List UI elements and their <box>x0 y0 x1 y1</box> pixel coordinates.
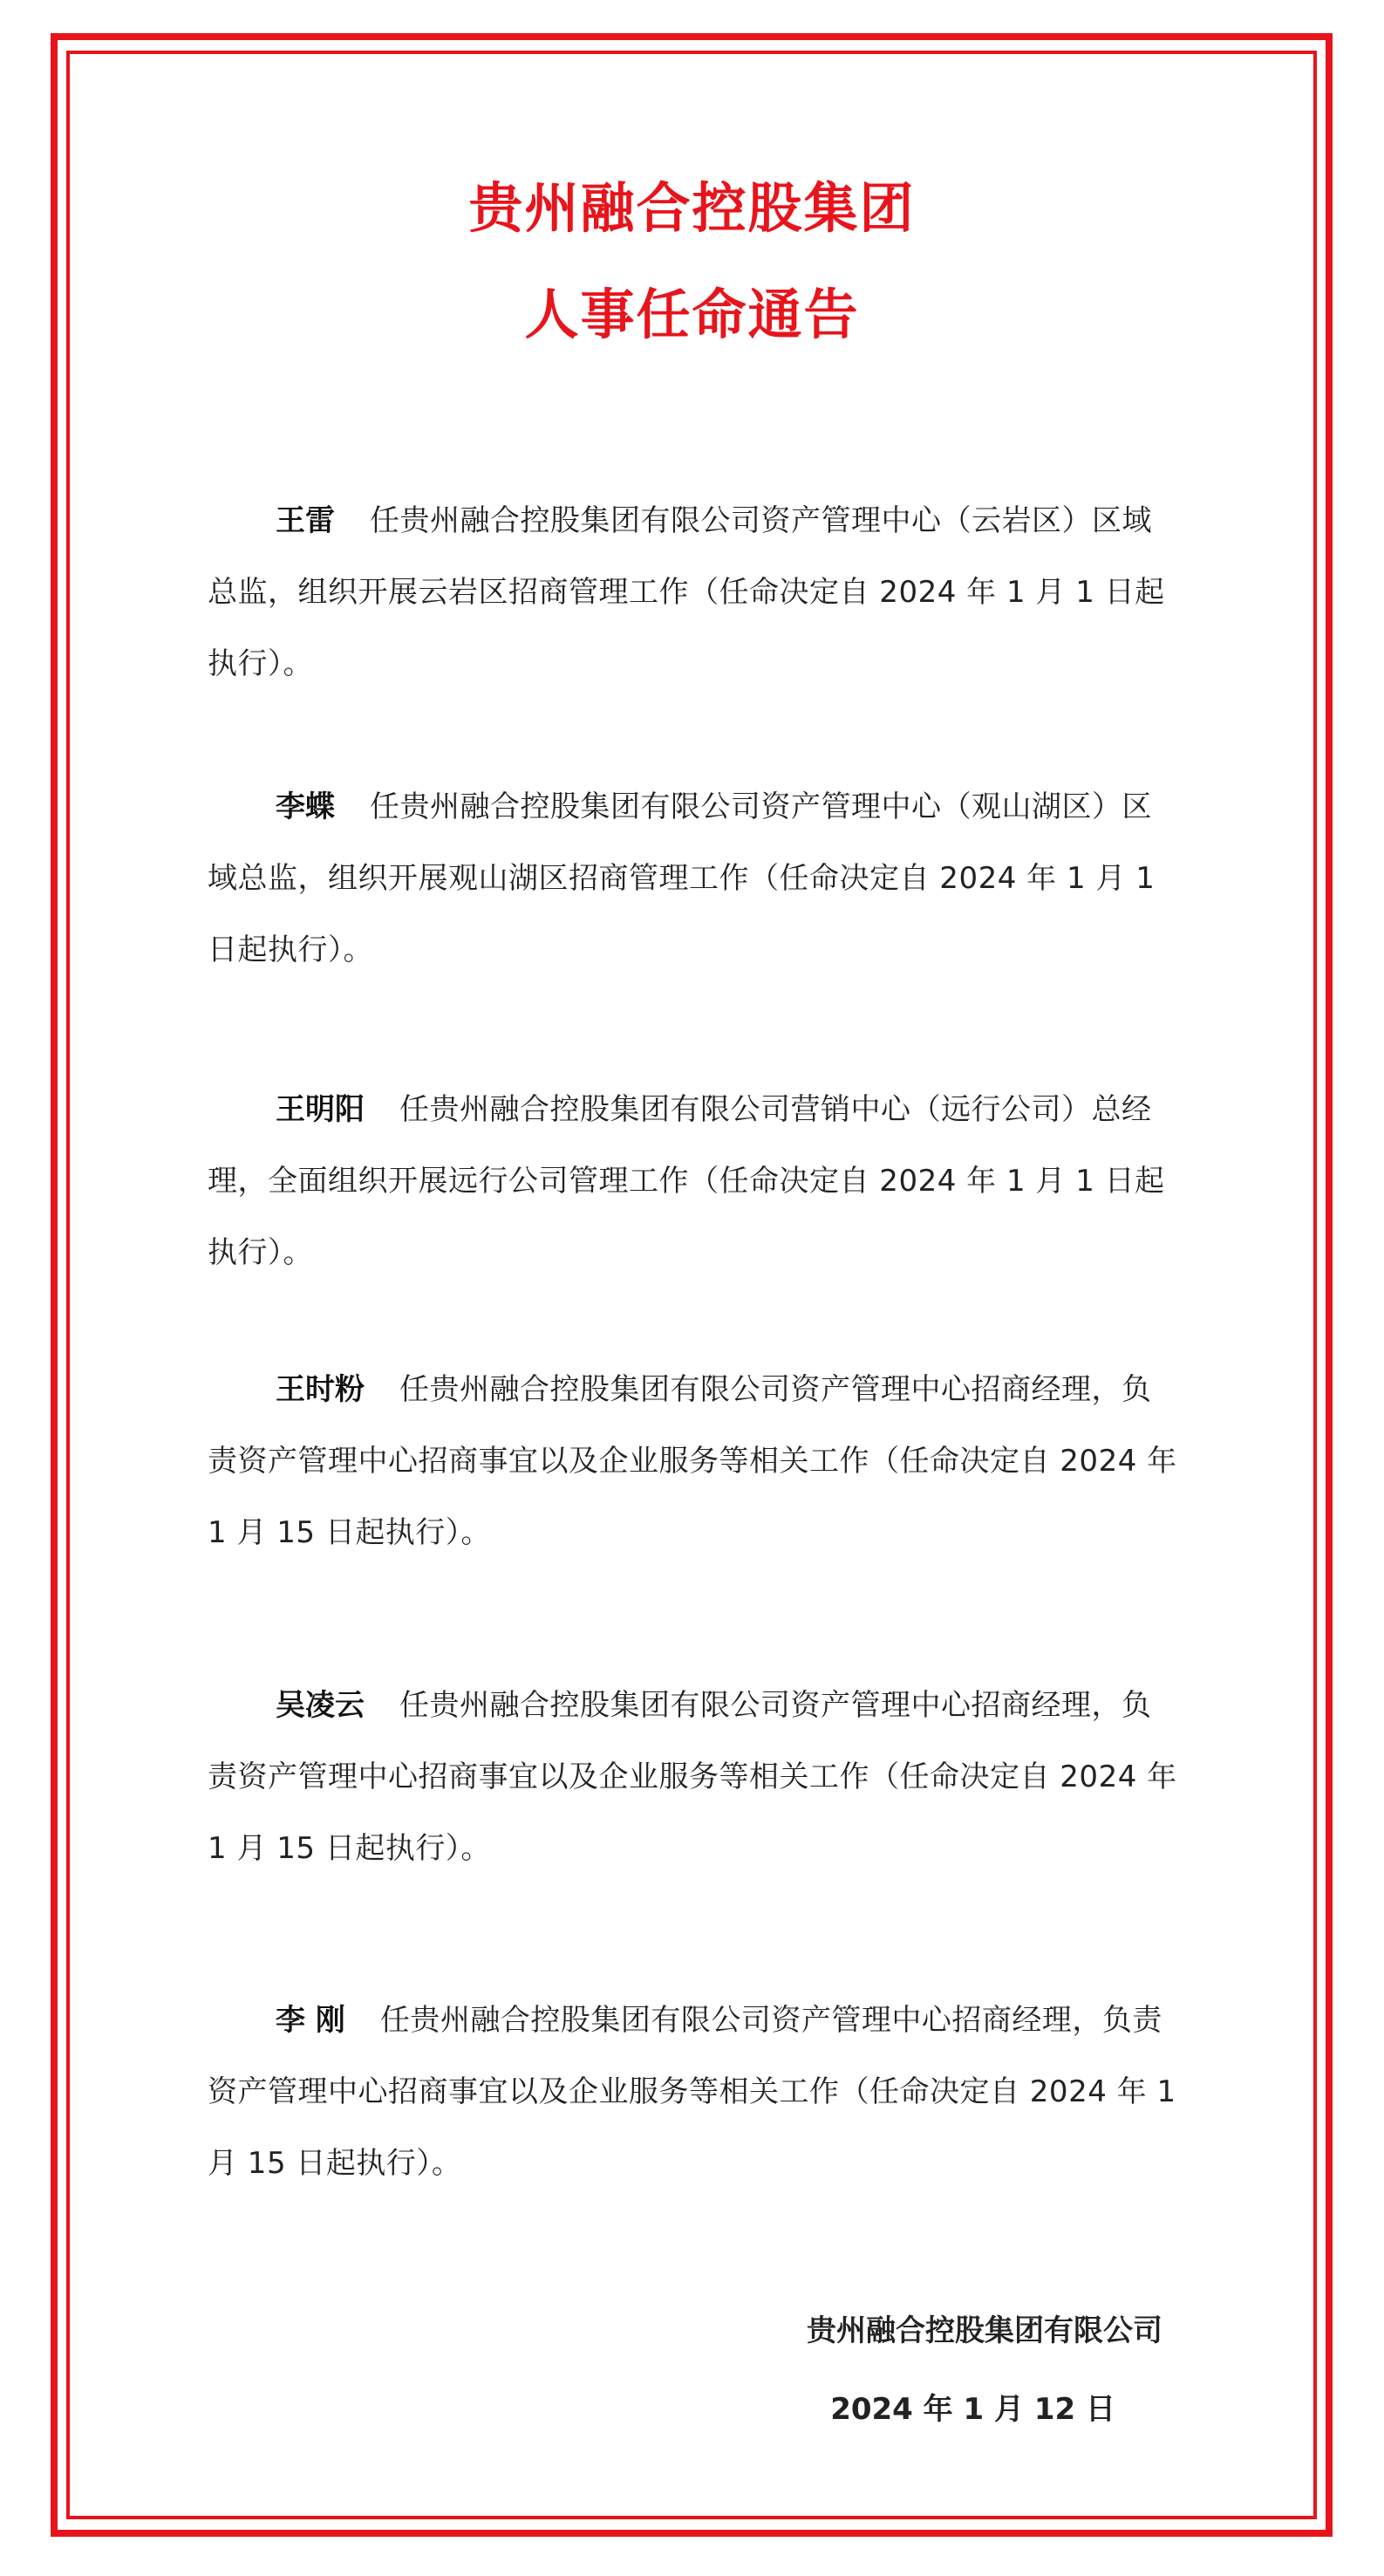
appointment-text: 任贵州融合控股集团有限公司资产管理中心招商经理，负责资产管理中心招商事宜以及企业服务等相关工作（任命决定自 2024 年 1 月 15 日起执行）。 <box>208 2003 1176 2181</box>
notice-title-company: 贵州融合控股集团 <box>468 176 916 240</box>
appointment-text: 任贵州融合控股集团有限公司资产管理中心（云岩区）区域总监，组织开展云岩区招商管理工作（任命决定自 2024 年 1 月 1 日起执行）。 <box>208 503 1165 681</box>
appointee-name: 吴凌云 <box>276 1688 365 1723</box>
appointee-name: 王时粉 <box>276 1372 365 1407</box>
signature-date: 2024 年 1 月 12 日 <box>830 2392 1115 2427</box>
appointment-entry <box>208 1985 1179 2199</box>
appointment-text: 任贵州融合控股集团有限公司资产管理中心招商经理，负责资产管理中心招商事宜以及企业服务等相关工作（任命决定自 2024 年 1 月 15 日起执行）。 <box>208 1688 1177 1866</box>
appointment-entry <box>208 485 1179 700</box>
appointment-text: 任贵州融合控股集团有限公司资产管理中心招商经理，负责资产管理中心招商事宜以及企业服务等相关工作（任命决定自 2024 年 1 月 15 日起执行）。 <box>208 1372 1177 1550</box>
appointee-name: 李 刚 <box>276 2003 345 2038</box>
appointment-entry <box>208 1354 1179 1568</box>
appointment-text: 任贵州融合控股集团有限公司营销中心（远行公司）总经理，全面组织开展远行公司管理工作（任命决定自 2024 年 1 月 1 日起执行）。 <box>208 1092 1165 1270</box>
notice-title-heading: 人事任命通告 <box>524 283 860 346</box>
appointee-name: 王明阳 <box>276 1092 365 1127</box>
signature-organization: 贵州融合控股集团有限公司 <box>807 2313 1162 2348</box>
appointment-entry <box>208 1074 1179 1288</box>
appointment-text: 任贵州融合控股集团有限公司资产管理中心（观山湖区）区域总监，组织开展观山湖区招商管理工作（任命决定自 2024 年 1 月 1 日起执行）。 <box>208 789 1156 967</box>
appointee-name: 李蝶 <box>276 789 335 824</box>
appointment-entry <box>208 771 1179 986</box>
appointment-entry <box>208 1670 1179 1884</box>
appointee-name: 王雷 <box>276 503 335 538</box>
